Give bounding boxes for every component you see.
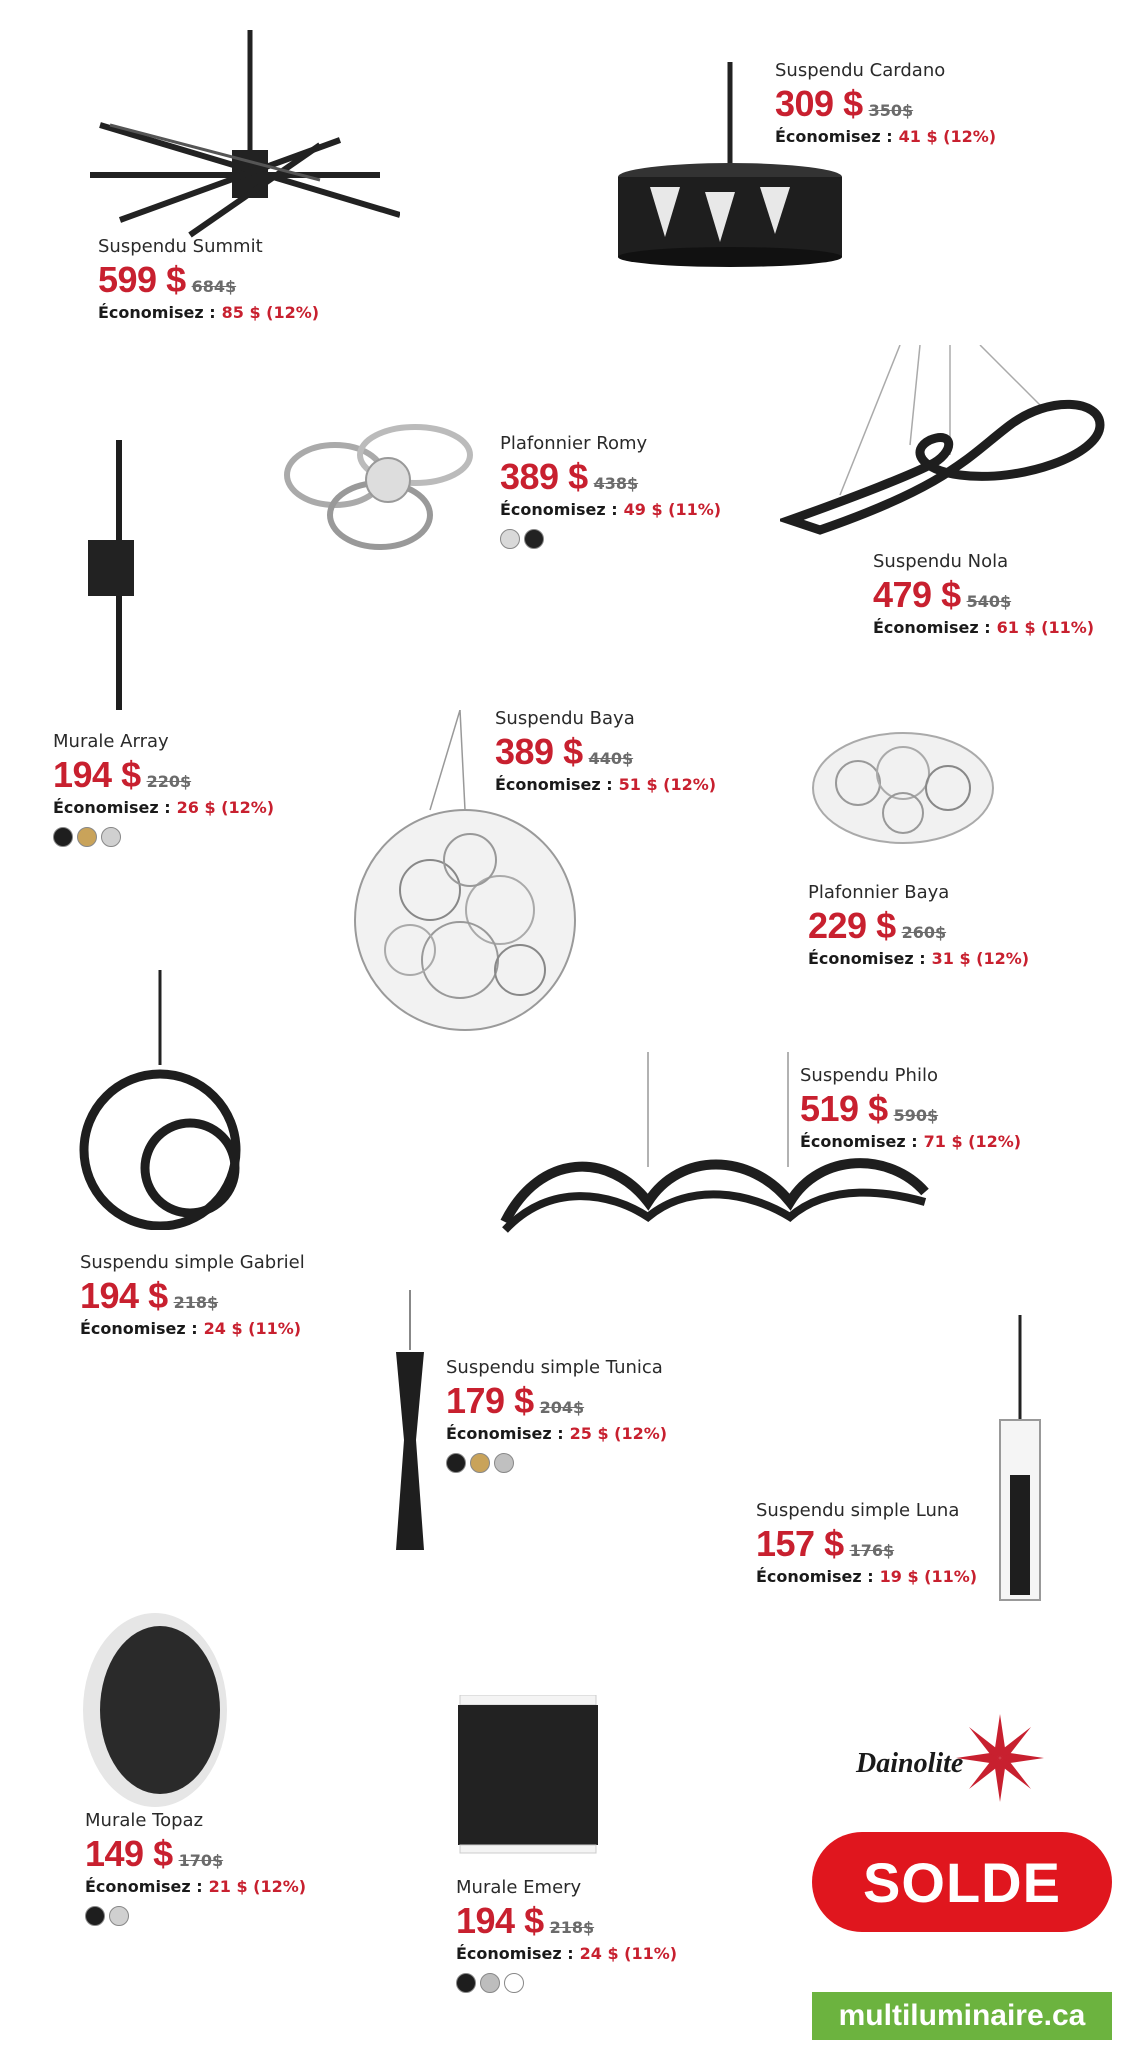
sale-price: 519 $ — [800, 1088, 888, 1129]
product-philo[interactable] — [800, 1065, 1021, 1151]
color-swatches — [500, 529, 721, 549]
swatch-gold[interactable] — [470, 1453, 490, 1473]
product-topaz[interactable] — [85, 1810, 306, 1926]
save-amount: 25 $ (12%) — [569, 1424, 668, 1443]
sale-price: 389 $ — [500, 456, 588, 497]
old-price: 204$ — [539, 1398, 585, 1417]
romy-image — [280, 420, 490, 555]
summit-image — [80, 30, 400, 250]
old-price: 260$ — [901, 923, 947, 942]
nola-image — [780, 345, 1120, 545]
save-label: Économisez : — [756, 1567, 874, 1586]
save-amount: 71 $ (12%) — [923, 1132, 1022, 1151]
baya-plafonnier-image — [808, 728, 998, 853]
save-label: Économisez : — [495, 775, 613, 794]
save-label: Économisez : — [873, 618, 991, 637]
save-amount: 51 $ (12%) — [618, 775, 717, 794]
website-link[interactable]: multiluminaire.ca — [812, 1992, 1112, 2040]
save-amount: 31 $ (12%) — [931, 949, 1030, 968]
dainolite-star-icon — [852, 1712, 1052, 1808]
emery-image — [458, 1695, 598, 1855]
save-amount: 61 $ (11%) — [996, 618, 1095, 637]
product-name: Murale Array — [53, 731, 169, 752]
sale-price: 599 $ — [98, 259, 186, 300]
save-amount: 85 $ (12%) — [221, 303, 320, 322]
sale-price: 179 $ — [446, 1380, 534, 1421]
swatch-black[interactable] — [446, 1453, 466, 1473]
product-name: Suspendu Philo — [800, 1065, 938, 1086]
product-name: Plafonnier Baya — [808, 882, 950, 903]
swatch-chrome[interactable] — [109, 1906, 129, 1926]
color-swatches — [456, 1973, 677, 1993]
save-label: Économisez : — [53, 798, 171, 817]
swatch-black[interactable] — [524, 529, 544, 549]
save-label: Économisez : — [808, 949, 926, 968]
old-price: 176$ — [849, 1541, 895, 1560]
product-baya-suspendu[interactable] — [495, 708, 716, 794]
solde-banner: SOLDE — [812, 1832, 1112, 1932]
swatch-gold[interactable] — [77, 827, 97, 847]
sale-price: 149 $ — [85, 1833, 173, 1874]
save-amount: 21 $ (12%) — [208, 1877, 307, 1896]
sale-price: 194 $ — [456, 1900, 544, 1941]
sale-price: 479 $ — [873, 574, 961, 615]
old-price: 590$ — [893, 1106, 939, 1125]
sale-price: 229 $ — [808, 905, 896, 946]
dainolite-logo — [852, 1712, 1052, 1812]
product-name: Plafonnier Romy — [500, 433, 648, 454]
old-price: 684$ — [191, 277, 237, 296]
sale-price: 194 $ — [53, 754, 141, 795]
product-luna[interactable] — [756, 1500, 977, 1586]
sale-price: 309 $ — [775, 83, 863, 124]
swatch-silver[interactable] — [480, 1973, 500, 1993]
old-price: 438$ — [593, 474, 639, 493]
swatch-black[interactable] — [85, 1906, 105, 1926]
luna-image — [995, 1315, 1045, 1605]
product-name: Suspendu Summit — [98, 236, 263, 257]
brand-name: Dainolite — [856, 1748, 964, 1779]
old-price: 218$ — [173, 1293, 219, 1312]
product-gabriel[interactable] — [80, 1252, 305, 1338]
product-emery[interactable] — [456, 1877, 677, 1993]
old-price: 220$ — [146, 772, 192, 791]
old-price: 350$ — [868, 101, 914, 120]
color-swatches — [85, 1906, 306, 1926]
save-amount: 41 $ (12%) — [898, 127, 997, 146]
save-amount: 24 $ (11%) — [579, 1944, 678, 1963]
swatch-silver[interactable] — [494, 1453, 514, 1473]
topaz-image — [80, 1610, 230, 1810]
save-amount: 49 $ (11%) — [623, 500, 722, 519]
array-image — [80, 440, 150, 710]
product-name: Murale Topaz — [85, 1810, 204, 1831]
old-price: 170$ — [178, 1851, 224, 1870]
old-price: 540$ — [966, 592, 1012, 611]
product-nola[interactable] — [873, 551, 1094, 637]
product-name: Suspendu simple Tunica — [446, 1357, 663, 1378]
save-label: Économisez : — [446, 1424, 564, 1443]
tunica-image — [380, 1290, 440, 1560]
product-name: Suspendu simple Luna — [756, 1500, 960, 1521]
product-name: Suspendu simple Gabriel — [80, 1252, 305, 1273]
save-label: Économisez : — [85, 1877, 203, 1896]
product-name: Suspendu Baya — [495, 708, 635, 729]
sale-price: 194 $ — [80, 1275, 168, 1316]
save-label: Économisez : — [800, 1132, 918, 1151]
save-amount: 24 $ (11%) — [203, 1319, 302, 1338]
product-summit[interactable] — [98, 236, 319, 322]
product-array[interactable] — [53, 731, 274, 847]
swatch-white[interactable] — [504, 1973, 524, 1993]
save-label: Économisez : — [98, 303, 216, 322]
product-baya-plafonnier[interactable] — [808, 882, 1029, 968]
swatch-black[interactable] — [456, 1973, 476, 1993]
color-swatches — [53, 827, 274, 847]
sale-price: 157 $ — [756, 1523, 844, 1564]
product-name: Suspendu Cardano — [775, 60, 946, 81]
save-label: Économisez : — [456, 1944, 574, 1963]
product-romy[interactable] — [500, 433, 721, 549]
product-name: Suspendu Nola — [873, 551, 1009, 572]
color-swatches — [446, 1453, 667, 1473]
save-amount: 19 $ (11%) — [879, 1567, 978, 1586]
save-amount: 26 $ (12%) — [176, 798, 275, 817]
save-label: Économisez : — [775, 127, 893, 146]
product-name: Murale Emery — [456, 1877, 582, 1898]
save-label: Économisez : — [80, 1319, 198, 1338]
old-price: 218$ — [549, 1918, 595, 1937]
swatch-chrome[interactable] — [500, 529, 520, 549]
swatch-black[interactable] — [53, 827, 73, 847]
product-tunica[interactable] — [446, 1357, 667, 1473]
sale-price: 389 $ — [495, 731, 583, 772]
swatch-chrome[interactable] — [101, 827, 121, 847]
gabriel-image — [75, 970, 255, 1230]
old-price: 440$ — [588, 749, 634, 768]
product-cardano[interactable] — [775, 60, 996, 146]
save-label: Économisez : — [500, 500, 618, 519]
